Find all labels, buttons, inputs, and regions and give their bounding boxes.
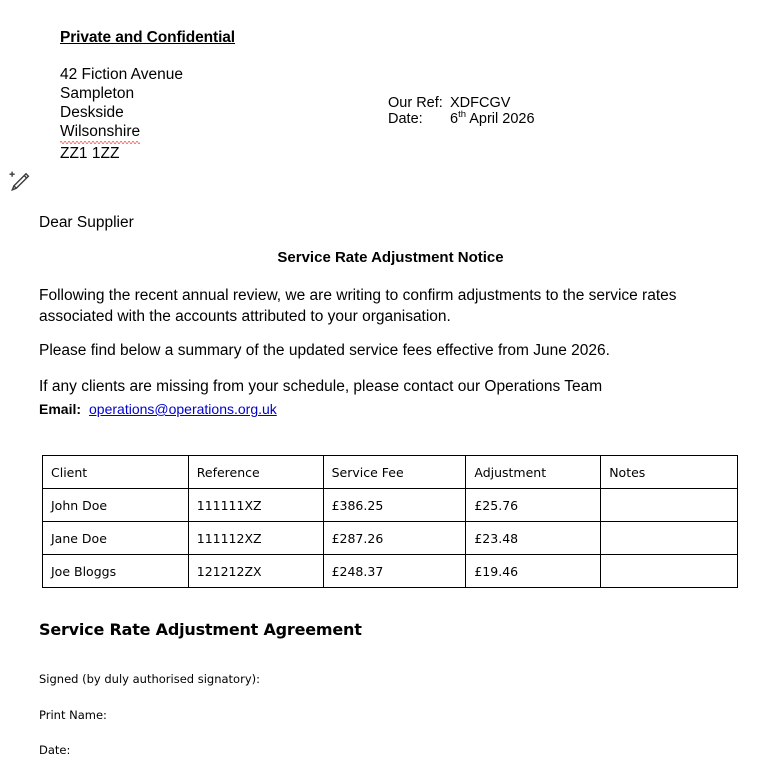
column-header-notes: Notes	[601, 456, 738, 489]
cell-service-fee: £386.25	[323, 489, 466, 522]
table-header-row	[43, 456, 738, 489]
email-link[interactable]: operations@operations.org.uk	[89, 401, 277, 417]
table-row	[43, 555, 738, 588]
cell-client: Joe Bloggs	[43, 555, 189, 588]
cell-service-fee: £287.26	[323, 522, 466, 555]
misspelled-word: Wilsonshire	[60, 122, 140, 144]
address-line-5: ZZ1 1ZZ	[60, 145, 120, 162]
body-paragraph-3: If any clients are missing from your schedule, please contact our Operations Team	[39, 378, 603, 395]
reference-block	[388, 95, 535, 127]
address-line-4	[60, 122, 183, 144]
print-name-label: Print Name:	[39, 708, 107, 722]
cell-adjustment: £23.48	[466, 522, 601, 555]
table-row	[43, 522, 738, 555]
cell-adjustment: £19.46	[466, 555, 601, 588]
cell-notes	[601, 555, 738, 588]
pen-draw-add-cursor-icon	[6, 170, 32, 196]
column-header-client: Client	[43, 456, 189, 489]
cell-notes	[601, 489, 738, 522]
address-line-3: Deskside	[60, 104, 124, 121]
email-label: Email:	[39, 401, 82, 417]
table-row	[43, 489, 738, 522]
salutation: Dear Supplier	[39, 214, 134, 231]
column-header-reference: Reference	[188, 456, 323, 489]
date-ordinal-suffix: th	[458, 109, 467, 121]
date-label: Date:	[388, 111, 423, 127]
signed-label: Signed (by duly authorised signatory):	[39, 672, 260, 686]
address-line-2: Sampleton	[60, 85, 135, 102]
column-header-service-fee: Service Fee	[323, 456, 466, 489]
letter-title: Service Rate Adjustment Notice	[277, 249, 504, 266]
service-rates-table	[42, 455, 738, 588]
signature-date-label: Date:	[39, 743, 71, 757]
cell-service-fee: £248.37	[323, 555, 466, 588]
column-header-adjustment: Adjustment	[466, 456, 601, 489]
body-paragraph-1: Following the recent annual review, we are writing to confirm adjustments to the service rates associated with the accounts attributed to your organisation.	[39, 287, 677, 325]
confidential-heading: Private and Confidential	[60, 29, 236, 46]
email-line	[39, 401, 277, 417]
date-rest: April 2026	[466, 111, 535, 127]
body-paragraph-2: Please find below a summary of the updated service fees effective from June 2026.	[39, 342, 610, 359]
date-row	[388, 111, 535, 127]
cell-adjustment: £25.76	[466, 489, 601, 522]
date-day: 6	[450, 111, 459, 127]
recipient-address-block	[60, 65, 183, 163]
address-line-1: 42 Fiction Avenue	[60, 66, 183, 83]
cell-reference: 121212ZX	[188, 555, 323, 588]
cell-client: John Doe	[43, 489, 189, 522]
agreement-heading: Service Rate Adjustment Agreement	[39, 620, 362, 639]
cell-reference: 111111XZ	[188, 489, 323, 522]
our-ref-label: Our Ref:	[388, 95, 443, 111]
cell-reference: 111112XZ	[188, 522, 323, 555]
cell-client: Jane Doe	[43, 522, 189, 555]
our-ref-value: XDFCGV	[450, 95, 511, 111]
cell-notes	[601, 522, 738, 555]
